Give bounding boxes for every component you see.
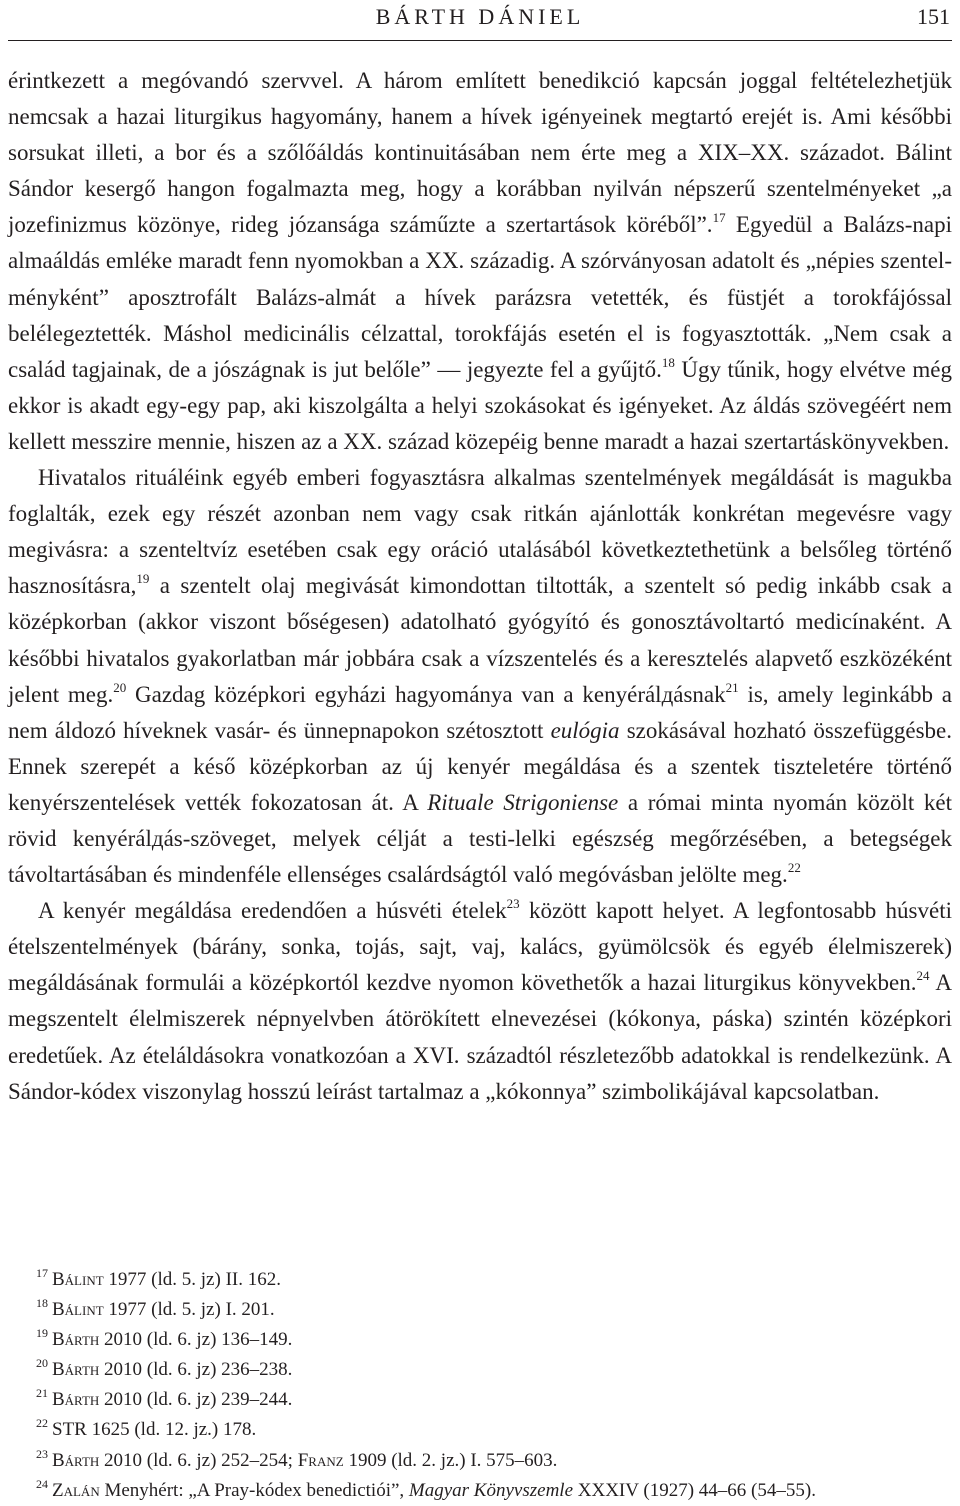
footnote-number: 18 [36, 1296, 48, 1311]
footnote-23 [36, 1446, 956, 1476]
author-name: Bálint [52, 1269, 104, 1290]
journal-title: Magyar Könyvszemle [408, 1479, 574, 1501]
footnote-ref: 23 [506, 896, 520, 912]
citation: XXXIV (1927) 44–66 (54–55). [573, 1479, 816, 1501]
footnote-number: 20 [36, 1356, 48, 1371]
text-run: A megszentelt élelmiszerek népnyelvben átörökített elnevezései (kókonya, páska) szintén középkori eredetűek. Az ételáldásokra vonatkozóan a XVI. századtól részletezőbb adatokkal is rendelkezünk. A Sándor-kódex viszonylag hosszú leírást tartalmaz a „kókonnya” szimbolikájával kapcsolatban. [8, 970, 952, 1104]
text-run: a római minta nyomán közölt két rövid kenyérálдás-szöveget, melyek célját a testi-lelki egészség megőrzésében, a betegségek távoltartásában és mindenféle ellenséges csalárdságtól való megóvásban jelölte meg. [8, 789, 953, 888]
footnote-ref: 21 [725, 679, 739, 695]
footnote-number: 17 [36, 1266, 48, 1280]
author-name: Bálint [52, 1299, 104, 1321]
citation: 1909 (ld. 2. jz.) I. 575–603. [343, 1449, 558, 1471]
citation: 1977 (ld. 5. jz) II. 162. [103, 1269, 281, 1290]
footnote-19 [36, 1325, 956, 1355]
citation: 2010 (ld. 6. jz) 252–254; [99, 1449, 298, 1471]
citation: 2010 (ld. 6. jz) 136–149. [99, 1329, 293, 1351]
footnote-18 [36, 1295, 956, 1325]
text-run: Hivatalos rituáléink egyéb emberi fogyasztásra alkalmas szentelmények megáldását is magukba foglalták, ezek egy részét azonban nem vagy csak ritkán ajánlották konkrétan megevésre vagy megivásra: a szenteltvíz esetében csak egy oráció utalásából következtethetünk a belsőleg történő hasznosításra, [8, 465, 952, 599]
footnote-ref: 19 [136, 571, 150, 587]
footnote-ref: 18 [661, 354, 675, 370]
text-run: Gazdag középkori egyházi hagyománya van a kenyérálдásnak [126, 681, 726, 707]
citation: Menyhért: „A Pray-kódex benedictiói”, [99, 1479, 409, 1501]
footnotes [36, 1265, 956, 1506]
text-run: érintkezett a megóvandó szervvel. A három említett benedikció kapcsán joggal feltételezhetjük nemcsak a hazai liturgikus hagyomány, hanem a hívek igényeinek megtartó erejét is. Ami későbbi sorsukat illeti, a bor és a szőlőáldás kontinuitásában nem érte meg a XIX–XX. századot. Bálint Sándor kesergő hangon fogalmazta meg, hogy a korábban nyilván népszerű szentelményeket „a jozefinizmus közönye, rideg józansága száműzte a szertartások köréből”. [8, 68, 952, 238]
author-name: Bárth [52, 1329, 100, 1351]
footnote-ref: 22 [787, 860, 801, 876]
citation: 2010 (ld. 6. jz) 236–238. [99, 1359, 293, 1381]
citation: 1977 (ld. 5. jz) I. 201. [103, 1299, 275, 1321]
text-run: szokásával hozható összefüggésbe. Ennek szerepét a késő középkorban az új kenyér megáldása és a szentek tiszteletére történő kenyérszentelések vették fokozatosan át. A [8, 717, 952, 815]
running-head-author: BÁRTH DÁNIEL [375, 4, 585, 29]
text-run: Egyedül a Balázs-napi almaáldás emléke maradt fenn nyomokban a XX. századig. A szórványosan adatolt és „népies szentelményként” aposztrofált Balázs-almát a hívek parázsra vetették, és füstjét a torokfájóssal belélegeztették. Máshol medicinális célzattal, torokfájás esetén el is fogyasztották. „Nem csak a család tagjainak, de a jószágnak is jut belőle” — jegyezte fel a gyűjtő. [8, 212, 952, 382]
footnote-17 [36, 1265, 956, 1295]
text-run: között kapott helyet. A legfontosabb húsvéti ételszentelmények (bárány, sonka, tojás, sajt, vaj, kalács, gyümölcsök és egyéb élelmiszerek) megáldásának formulái a középkortól kezdve nyomon követhetők a hazai liturgikus könyvekben. [8, 898, 952, 996]
text-run: Úgy tűnik, hogy elvétve még ekkor is akadt egy-egy pap, aki kiszolgálta a helyi szokásokat és igényeket. Az áldás szövegéért nem kellett messzire mennie, hiszen az a XX. század közepéig benne maradt a hazai szertartáskönyvekben. [8, 356, 952, 454]
author-name: Zalán [52, 1479, 100, 1501]
citation: STR 1625 (ld. 12. jz.) 178. [52, 1419, 257, 1441]
footnote-number: 23 [36, 1446, 48, 1461]
main-text [8, 63, 952, 1110]
footnote-number: 21 [36, 1386, 48, 1401]
page-number: 151 [917, 4, 950, 29]
paragraph-3 [8, 893, 952, 1110]
footnote-24 [36, 1476, 956, 1506]
footnote-ref: 24 [916, 968, 930, 984]
italic-title: Rituale Strigoniense [427, 789, 619, 815]
footnote-21 [36, 1385, 956, 1415]
footnote-number: 24 [36, 1476, 48, 1491]
footnote-ref: 20 [113, 679, 127, 695]
footnote-ref: 17 [712, 210, 726, 226]
citation: 2010 (ld. 6. jz) 239–244. [99, 1389, 293, 1411]
author-name: Bárth [52, 1359, 100, 1381]
text-run: is, amely leginkább a nem áldozó híveknek vasár- és ünnepnapokon szétosztott [8, 681, 953, 743]
text-run: a szentelt olaj megivását kimondottan tiltották, a szentelt só pedig inkább csak a középkorban (akkor viszont bőségesen) adatolható gyógyító és gonosztávoltartó medicínaként. A későbbi hivatalos gyakorlatban már jobbára csak a vízszentelés és a keresztelés alapvető eszközéként jelent meg. [8, 573, 952, 707]
author-name: Bárth [52, 1389, 100, 1411]
footnote-20 [36, 1355, 956, 1385]
text-run: A kenyér megáldása eredendően a húsvéti ételek [38, 898, 507, 924]
footnote-number: 22 [36, 1416, 48, 1431]
running-header [8, 0, 952, 41]
footnote-22 [36, 1415, 956, 1445]
footnote-number: 19 [36, 1326, 48, 1341]
paragraph-2 [8, 460, 952, 893]
italic-term: eulógia [550, 717, 620, 743]
paragraph-1 [8, 63, 952, 460]
author-name: Bárth [52, 1449, 100, 1471]
author-name: Franz [297, 1449, 344, 1471]
